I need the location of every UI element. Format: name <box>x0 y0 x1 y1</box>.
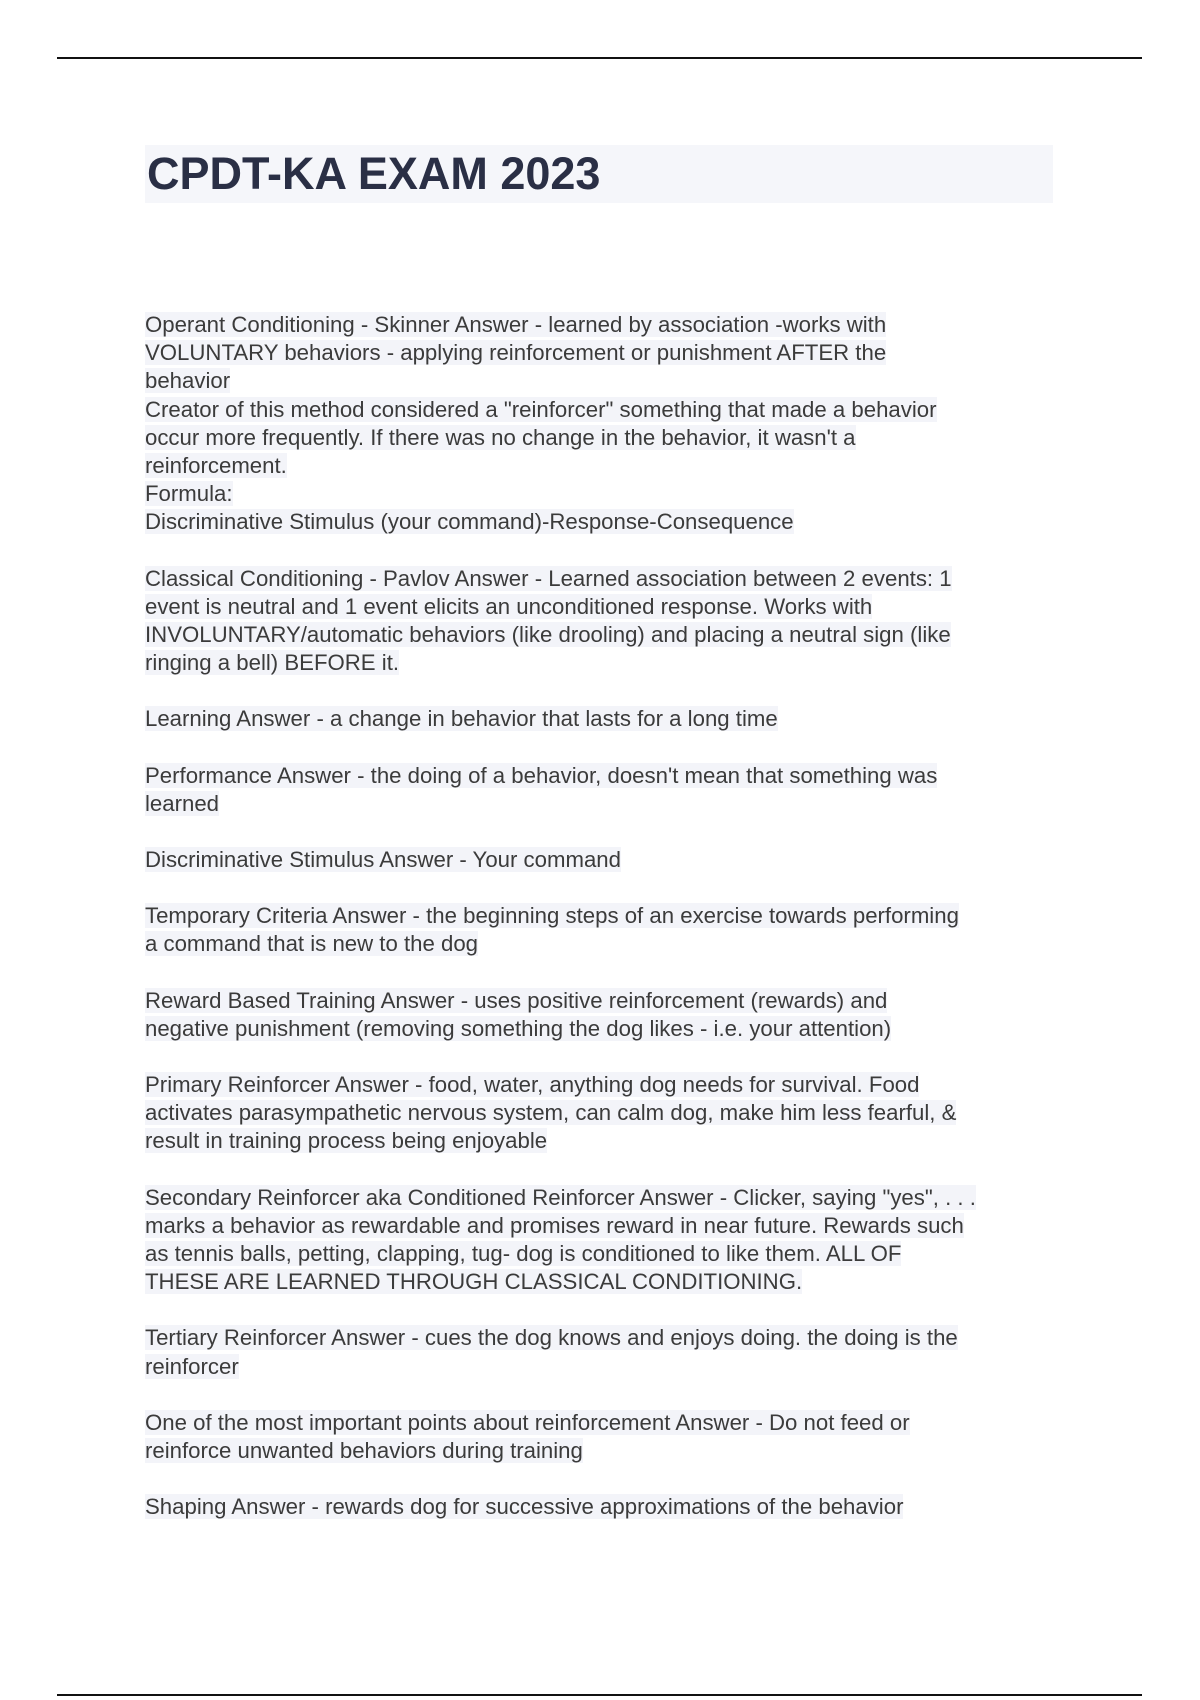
entry-line <box>145 1071 1065 1099</box>
entry-line-text: Tertiary Reinforcer Answer - cues the dog knows and enjoys doing. the doing is the <box>145 1325 958 1351</box>
qa-entry <box>145 1324 1065 1380</box>
entry-line-text: Shaping Answer - rewards dog for successive approximations of the behavior <box>145 1494 904 1520</box>
entry-line <box>145 762 1065 790</box>
entry-line <box>145 1268 1065 1296</box>
qa-entry <box>145 987 1065 1043</box>
entry-line-text: Reward Based Training Answer - uses positive reinforcement (rewards) and <box>145 987 888 1013</box>
entry-line-text: marks a behavior as rewardable and promises reward in near future. Rewards such <box>145 1212 964 1238</box>
qa-entry <box>145 1409 1065 1465</box>
entry-line-text: result in training process being enjoyable <box>145 1128 548 1154</box>
document-body <box>145 311 1065 1550</box>
entry-line <box>145 1099 1065 1127</box>
entry-line-text: as tennis balls, petting, clapping, tug- dog is conditioned to like them. ALL OF <box>145 1241 902 1267</box>
entry-line-text: ringing a bell) BEFORE it. <box>145 650 400 676</box>
entry-line-text: Learning Answer - a change in behavior that lasts for a long time <box>145 706 778 732</box>
qa-entry <box>145 705 1065 733</box>
entry-line-text: Operant Conditioning - Skinner Answer - learned by association -works with <box>145 312 887 337</box>
entry-line-text: learned <box>145 790 220 816</box>
entry-line <box>145 1353 1065 1381</box>
entry-line-text: One of the most important points about reinforcement Answer - Do not feed or <box>145 1409 910 1435</box>
entry-line-text: INVOLUNTARY/automatic behaviors (like drooling) and placing a neutral sign (like <box>145 622 951 648</box>
qa-entry <box>145 1071 1065 1156</box>
entry-line <box>145 1212 1065 1240</box>
entry-line <box>145 649 1065 677</box>
entry-line-text: reinforcement. <box>145 453 287 479</box>
entry-line-text: behavior <box>145 368 231 394</box>
qa-entry <box>145 902 1065 958</box>
entry-line <box>145 902 1065 930</box>
title-block <box>145 145 1053 203</box>
entry-line <box>145 593 1065 621</box>
entry-line-text: Creator of this method considered a "reinforcer" something that made a behavior <box>145 396 937 422</box>
entry-line-text: Classical Conditioning - Pavlov Answer - Learned association between 2 events: 1 <box>145 565 952 591</box>
qa-entry <box>145 846 1065 874</box>
qa-entry <box>145 1493 1065 1521</box>
entry-line <box>145 339 1065 367</box>
entry-line-text: VOLUNTARY behaviors - applying reinforcement or punishment AFTER the <box>145 340 887 366</box>
bottom-rule <box>57 1694 1142 1696</box>
entry-line <box>145 846 1065 874</box>
entry-line <box>145 452 1065 480</box>
qa-entry <box>145 1184 1065 1297</box>
entry-line <box>145 565 1065 593</box>
entry-line <box>145 705 1065 733</box>
entry-line-text: Temporary Criteria Answer - the beginning steps of an exercise towards performing <box>145 903 959 929</box>
entry-line-text: Formula: <box>145 481 233 507</box>
top-rule <box>57 57 1142 59</box>
entry-line-text: Primary Reinforcer Answer - food, water, anything dog needs for survival. Food <box>145 1072 920 1098</box>
entry-line-text: event is neutral and 1 event elicits an unconditioned response. Works with <box>145 593 873 619</box>
entry-line-text: Discriminative Stimulus (your command)-Response-Consequence <box>145 509 794 535</box>
entry-line <box>145 1493 1065 1521</box>
entry-line <box>145 621 1065 649</box>
entry-line <box>145 930 1065 958</box>
entry-line-text: Discriminative Stimulus Answer - Your command <box>145 847 621 873</box>
qa-entry <box>145 762 1065 818</box>
entry-line-text: activates parasympathetic nervous system, can calm dog, make him less fearful, & <box>145 1100 957 1126</box>
entry-line <box>145 1437 1065 1465</box>
entry-line <box>145 508 1065 536</box>
entry-line <box>145 1184 1065 1212</box>
document-title: CPDT-KA EXAM 2023 <box>147 148 601 199</box>
entry-line-text: a command that is new to the dog <box>145 931 479 957</box>
entry-line <box>145 1324 1065 1352</box>
entry-line <box>145 1409 1065 1437</box>
entry-line-text: occur more frequently. If there was no change in the behavior, it wasn't a <box>145 424 856 450</box>
entry-line <box>145 480 1065 508</box>
entry-line <box>145 1015 1065 1043</box>
qa-entry <box>145 565 1065 678</box>
entry-line <box>145 311 1065 339</box>
entry-line-text: Secondary Reinforcer aka Conditioned Reinforcer Answer - Clicker, saying "yes", . . . <box>145 1184 976 1210</box>
entry-line-text: reinforce unwanted behaviors during training <box>145 1438 583 1464</box>
entry-line-text: reinforcer <box>145 1353 239 1379</box>
entry-line <box>145 424 1065 452</box>
entry-line <box>145 790 1065 818</box>
entry-line <box>145 987 1065 1015</box>
entry-line <box>145 1127 1065 1155</box>
entry-line-text: Performance Answer - the doing of a behavior, doesn't mean that something was <box>145 762 938 788</box>
qa-entry <box>145 311 1065 537</box>
entry-line-text: THESE ARE LEARNED THROUGH CLASSICAL CONDITIONING. <box>145 1269 803 1295</box>
entry-line <box>145 1240 1065 1268</box>
entry-line-text: negative punishment (removing something the dog likes - i.e. your attention) <box>145 1015 892 1041</box>
entry-line <box>145 367 1065 395</box>
entry-line <box>145 396 1065 424</box>
